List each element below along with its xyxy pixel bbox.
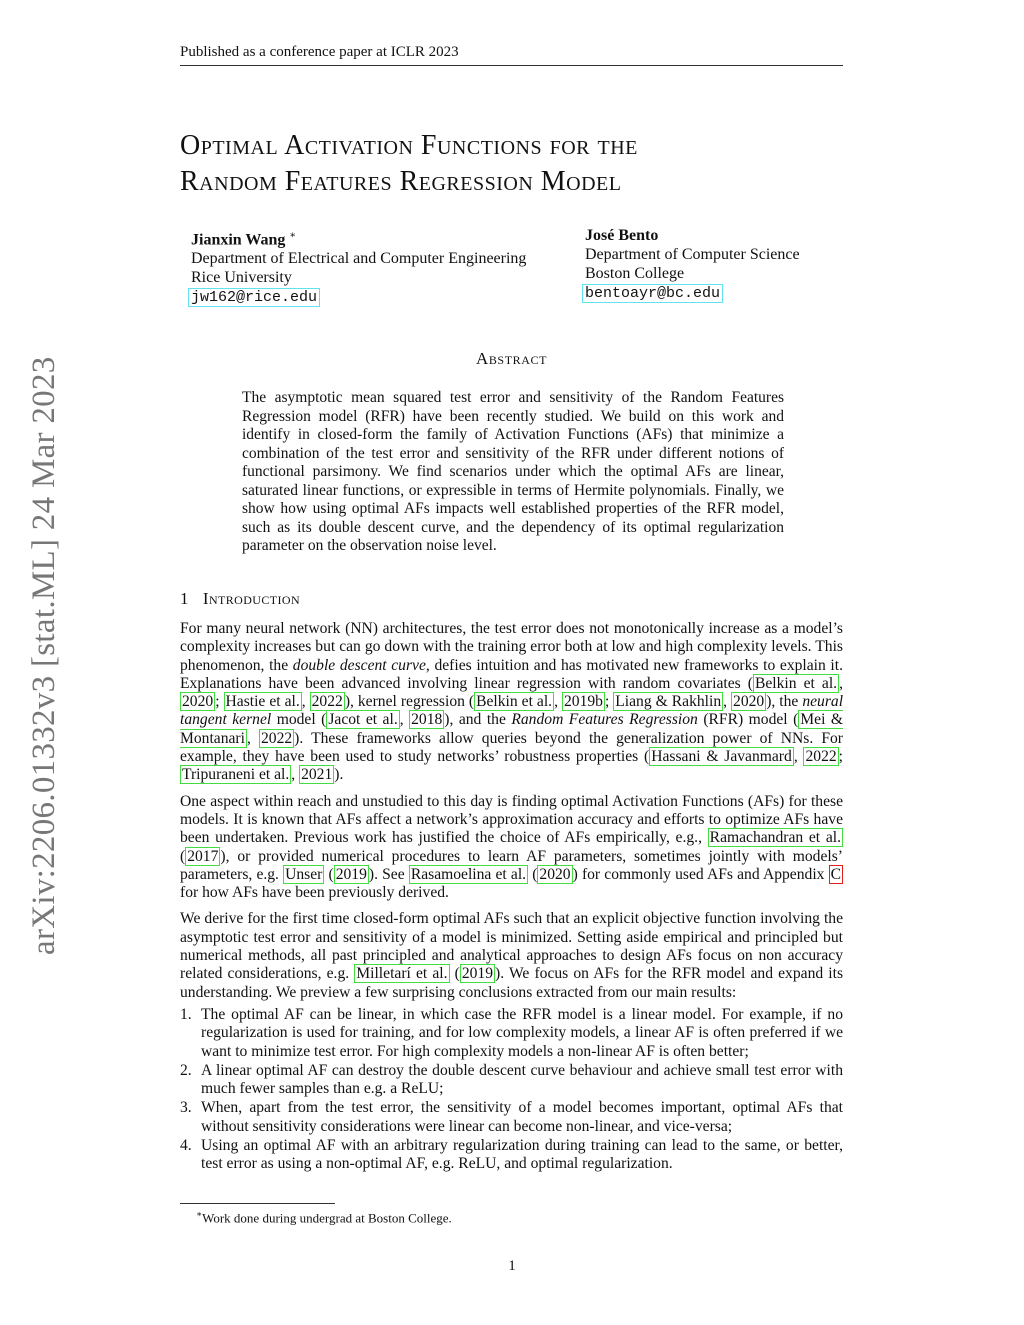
text: for how AFs have been previously derived. [180, 884, 449, 902]
paragraph-2: One aspect within reach and unstudied to this day is finding optimal Activation Functions (AFs) for these models. It is known that AFs affect a network’s approximation accuracy and efforts to optimize AFs have been undertaken. Previous work has justified the choice of AFs empirically, e.g., Ramachandran et al. ( 2017 ), or provided numerical procedures to learn AF parameters, sometimes jointly with models’ parameters, e.g. Unser ( 2019 ). See Rasamoelina et al. ( 2020 ) for commonly used AFs and Appendix C for how AFs have been previously derived. [180, 792, 843, 902]
citation-link[interactable]: Belkin et al. [754, 674, 838, 692]
text: ), the [766, 693, 803, 711]
citation-link[interactable]: 2022 [311, 693, 343, 711]
paragraph-3: We derive for the first time closed-form optimal AFs such that an explicit objective function involving the asymptotic test error and sensitivity of a model is minimized. Setting aside empirical and principled but numerical methods, all past principled and analytical approaches to design AFs focus on non accuracy related considerations, e.g. Milletarí et al. ( 2019 ). We focus on AFs for the RFR model and expand its understanding. We preview a few surprising conclusions extracted from our main results: [180, 910, 844, 1001]
text: One aspect within reach and unstudied to this day is finding optimal Activation Functions (AFs) for these models. It is known that AFs affect a network’s approximation accuracy and efforts to optimize AFs have been undertaken. Previous work has justified the choice of AFs empirically, e.g., [180, 792, 843, 847]
author-email-link[interactable]: bentoayr@bc.edu [582, 284, 723, 303]
citation-link[interactable]: 2019b [563, 693, 603, 711]
author-department: Department of Electrical and Computer Engineering [191, 250, 527, 268]
citation-link[interactable]: Hastie et al. [225, 693, 300, 711]
author-email-link[interactable]: jw162@rice.edu [188, 288, 320, 307]
text: ). [334, 766, 344, 784]
citation-link[interactable]: 2021 [301, 766, 333, 784]
citation-link[interactable]: Milletarí et al. [356, 965, 448, 983]
citation-link[interactable]: 2018 [411, 711, 443, 729]
citation-link[interactable]: 2020 [182, 693, 214, 711]
abstract-heading: Abstract [475, 349, 548, 368]
list-item-text: The optimal AF can be linear, in which case the RFR model is a linear model. For example, if no regularization is used for training, and for low complexity models, a linear AF is often preferred if we want to minimize test error. For high complexity models a non-linear AF is often better; [201, 1005, 843, 1060]
text: For many neural network (NN) architectures, the test error does not monotonically increase as a model’s complexity increases but can go down with the training error both at low and high complexity levels. This phenomenon, the [180, 620, 843, 674]
author-department: Department of Computer Science [585, 246, 800, 263]
citation-link[interactable]: 2022 [260, 729, 293, 747]
footnote-marker[interactable]: ∗ [289, 230, 297, 241]
author-name: Jianxin Wang [191, 231, 286, 249]
citation-link[interactable]: 2022 [805, 748, 837, 766]
text: ), kernel regression ( [344, 693, 475, 711]
section-title: Introduction [202, 589, 301, 608]
running-header: Published as a conference paper at ICLR 2023 [180, 44, 843, 66]
section-number: 1 [180, 589, 189, 608]
citation-link[interactable]: 2020 [539, 865, 571, 883]
list-item-text: When, apart from the test error, the sensitivity of a model becomes important, optimal AFs that without sensitivity considerations were linear can become non-linear, and vice-versa; [201, 1099, 843, 1135]
list-item-text: Using an optimal AF with an arbitrary regularization during training can lead to the same, or better, test error as using a non-optimal AF, e.g. ReLU, and optimal regularization. [201, 1137, 843, 1173]
body-text [180, 620, 843, 1175]
page-number: 1 [508, 1258, 516, 1274]
title-line-1: Optimal Activation Functions for the [180, 130, 638, 161]
text: . See [374, 865, 409, 883]
author-block-2 [585, 226, 800, 303]
emphasis: Random Features Regression [511, 711, 698, 729]
list-item [180, 1099, 843, 1136]
list-item [180, 1062, 843, 1099]
citation-link[interactable]: Belkin et al. [476, 693, 553, 711]
author-institution: Rice University [191, 269, 292, 287]
citation-link[interactable]: Liang & Rakhlin [615, 693, 722, 711]
list-number: 2. [180, 1061, 192, 1079]
footnote-rule [180, 1203, 335, 1204]
text: ). These frameworks allow queries beyond the generalization power of NNs. For example, they have been used to study networks’ robustness properties ( [180, 729, 843, 766]
list-number: 3. [180, 1099, 192, 1117]
text: model ( [271, 711, 327, 729]
citation-link[interactable]: Rasamoelina et al. [410, 865, 527, 883]
list-item [180, 1006, 843, 1061]
text: ), and the [444, 711, 512, 729]
citation-link[interactable]: Mei & Montanari [180, 711, 843, 747]
footnote-text: Work done during undergrad at Boston College. [202, 1210, 452, 1226]
citation-link[interactable]: Unser [285, 865, 323, 883]
list-number: 1. [180, 1005, 192, 1023]
paper-title [180, 128, 843, 200]
title-line-2: Random Features Regression Model [180, 166, 622, 197]
footnote [196, 1209, 452, 1226]
citation-link[interactable]: 2019 [335, 865, 367, 883]
appendix-link[interactable]: C [830, 865, 841, 883]
author-institution: Boston College [585, 265, 685, 282]
emphasis: double descent curve [292, 656, 426, 674]
citation-link[interactable]: Hassani & Javanmard [651, 748, 792, 766]
paragraph-1: For many neural network (NN) architectures, the test error does not monotonically increase as a model’s complexity increases but can go down with the training error both at low and high complexity levels. This phenomenon, the double descent curve, defies intuition and has motivated new frameworks to explain it. Explanations have been advanced involving linear regression with random covariates ( Belkin et al. , 2020 ; Hastie et al. , 2022 ), kernel regression ( Belkin et al. , 2019b ; Liang & Rakhlin , 2020 ), the neural tangent kernel model ( Jacot et al. , 2018 ), and the Random Features Regression (RFR) model ( Mei & Montanari , 2022 ). These frameworks allow queries beyond the generalization power of NNs. For example, they have been used to study networks’ robustness properties ( Hassani & Javanmard , 2022 ; Tripuraneni et al. , 2021 ). [180, 620, 844, 784]
text: (RFR) model ( [697, 711, 799, 729]
list-item-text: A linear optimal AF can destroy the double descent curve behaviour and achieve small test error with much fewer samples than e.g. a ReLU; [201, 1061, 843, 1098]
citation-link[interactable]: 2019 [461, 965, 494, 983]
text: We derive for the first time closed-form optimal AFs such that an explicit objective function involving the asymptotic test error and sensitivity of a model is minimized. Setting aside empirical and principled but numerical methods, all past principled and analytical approaches to design AFs focus on non accuracy related considerations, e.g. [180, 910, 843, 983]
author-name: José Bento [585, 227, 659, 244]
list-number: 4. [180, 1137, 192, 1155]
text: , defies intuition and has motivated new frameworks to explain it. Explanations have been advanced involving linear regression with random covariates ( [180, 656, 843, 692]
text: for commonly used AFs and Appendix [577, 865, 829, 883]
citation-link[interactable]: 2020 [733, 693, 765, 711]
footnote-mark: ∗ [196, 1209, 203, 1219]
results-list [180, 1006, 843, 1174]
citation-link[interactable]: Ramachandran et al. [709, 829, 841, 847]
emphasis: neural tangent kernel [180, 693, 844, 729]
abstract-text: The asymptotic mean squared test error and sensitivity of the Random Features Regression model (RFR) have been recently studied. We build on this work and identify in closed-form the family of Activation Functions (AFs) that minimize a combination of the test error and sensitivity of the RFR under different notions of functional parsimony. We find scenarios under which the optimal AFs are linear, saturated linear functions, or expressible in terms of Hermite polynomials. Finally, we show how using optimal AFs impacts well established properties of the RFR model, such as its double descent curve, and the dependency of its optimal regularization parameter on the observation noise level. [242, 389, 784, 554]
list-item [180, 1137, 843, 1174]
section-heading [180, 589, 300, 609]
citation-link[interactable]: Tripuraneni et al. [182, 766, 290, 784]
text: , or provided numerical procedures to learn AF parameters, sometimes jointly with models’ parameters, e.g. [180, 847, 843, 883]
author-block-1 [191, 226, 526, 307]
citation-link[interactable]: Jacot et al. [328, 711, 398, 729]
text: . We focus on AFs for the RFR model and expand its understanding. We preview a few surprising conclusions extracted from our main results: [180, 965, 844, 1001]
arxiv-stamp: arXiv:2206.01332v3 [stat.ML] 24 Mar 2023 [26, 356, 62, 955]
citation-link[interactable]: 2017 [187, 847, 219, 865]
